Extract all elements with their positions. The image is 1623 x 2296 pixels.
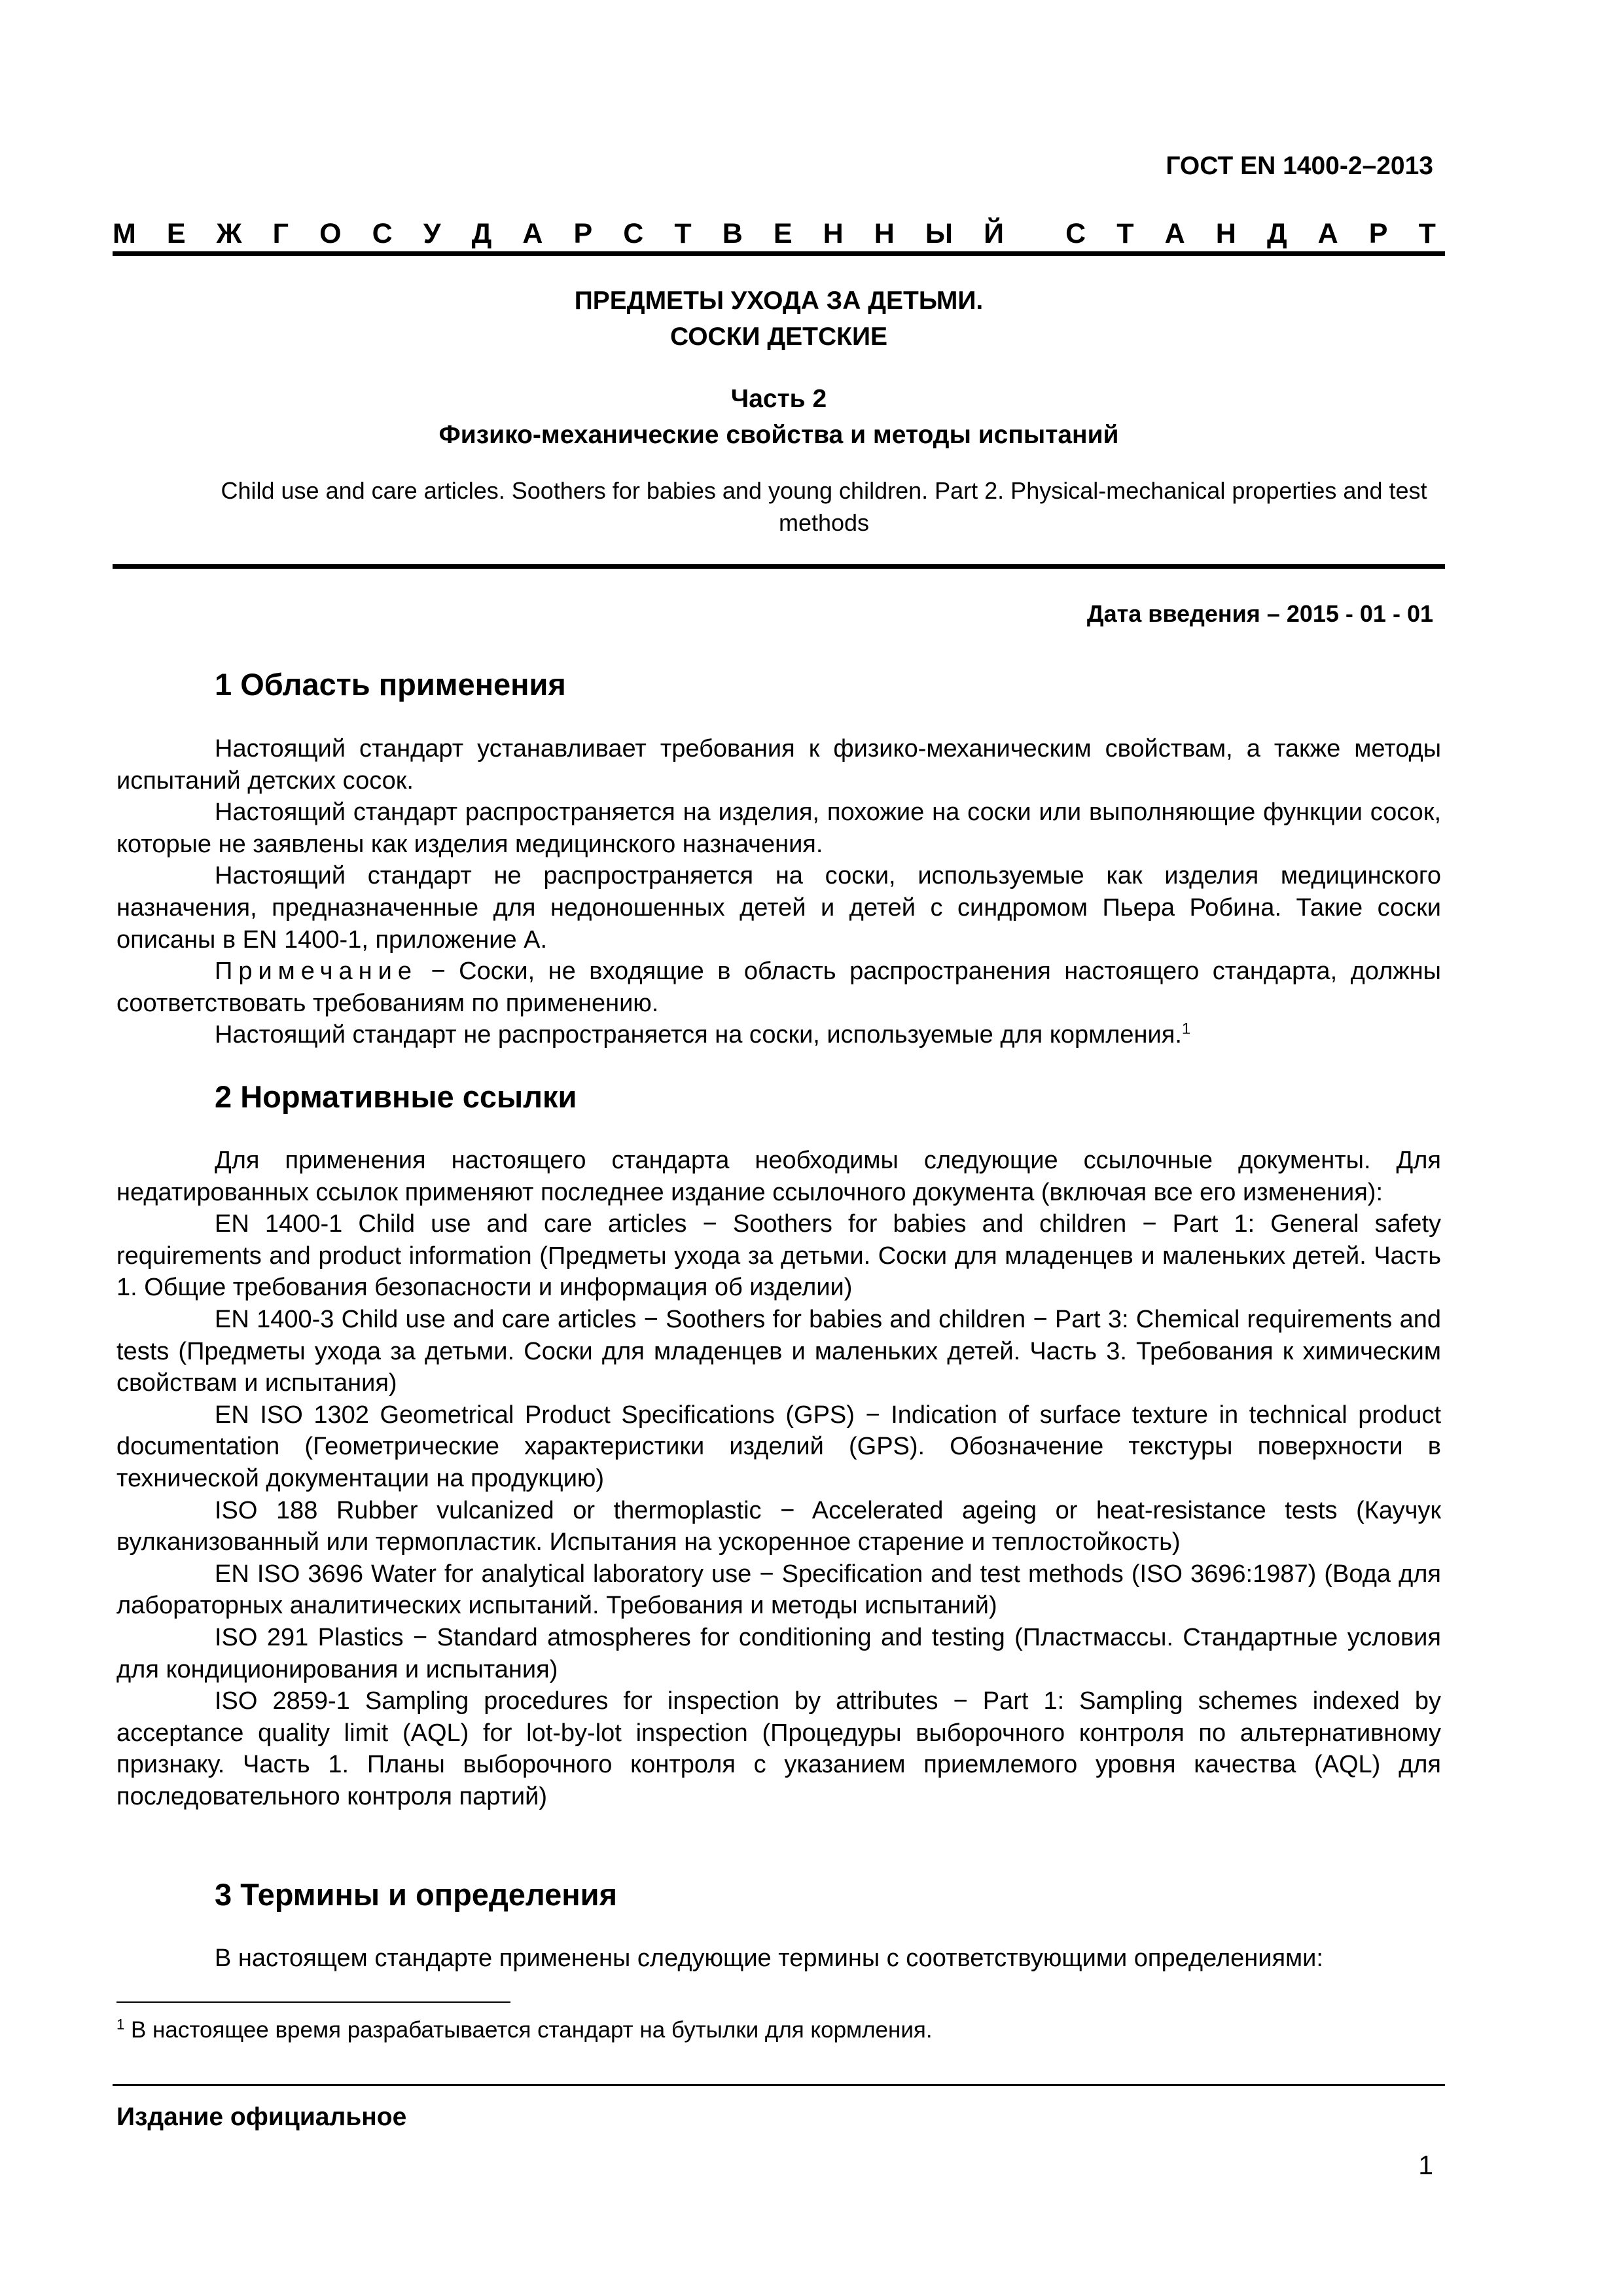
title-line-2: СОСКИ ДЕТСКИЕ xyxy=(670,323,887,351)
banner-letter: С xyxy=(1065,218,1086,249)
banner-letter: Н xyxy=(874,218,895,249)
header-rule xyxy=(113,251,1445,256)
title-line-1: ПРЕДМЕТЫ УХОДА ЗА ДЕТЬМИ. xyxy=(574,287,984,315)
banner-letter: С xyxy=(623,218,644,249)
reference-item: ISO 291 Plastics − Standard atmospheres for conditioning and testing (Пластмассы. Стандартные условия для кондиционирования и испытания) xyxy=(116,1623,1441,1683)
english-title: Child use and care articles. Soothers for babies and young children. Part 2. Physical-mechanical properties and test methods xyxy=(221,477,1427,536)
banner-letter: Ы xyxy=(925,218,954,249)
banner-letter: М xyxy=(113,218,136,249)
section-3-body xyxy=(116,1943,1441,1975)
section-1-body xyxy=(116,733,1441,1051)
section-2-body xyxy=(116,1145,1441,1812)
title-rule xyxy=(113,564,1445,569)
section-1-paragraph: Настоящий стандарт распространяется на изделия, похожие на соски или выполняющие функции сосок, которые не заявлены как изделия медицинского назначения. xyxy=(116,798,1441,858)
banner-letter: В xyxy=(722,218,743,249)
reference-item: EN ISO 3696 Water for analytical laboratory use − Specification and test methods (ISO 3696:1987) (Вода для лабораторных аналитических испытаний. Требования и методы испытаний) xyxy=(116,1560,1441,1620)
banner-letter: Т xyxy=(674,218,692,249)
reference-item: ISO 188 Rubber vulcanized or thermoplastic − Accelerated ageing or heat-resistance tests (Каучук вулканизованный или термопластик. Испытания на ускоренное старение и теплостойкость) xyxy=(116,1496,1441,1556)
section-1-paragraph xyxy=(116,1019,1441,1051)
section-1-paragraph: Настоящий стандарт не распространяется на соски, используемые как изделия медицинского назначения, предназначенные для недоношенных детей и детей с синдромом Пьера Робина. Такие соски описаны в EN 1400-1, приложение A. xyxy=(116,862,1441,954)
banner-letter: А xyxy=(522,218,543,249)
section-1-note xyxy=(116,956,1441,1019)
banner-letter: Д xyxy=(471,218,492,249)
banner-letter: Й xyxy=(984,218,1004,249)
section-2-heading: 2 Нормативные ссылки xyxy=(215,1079,577,1114)
banner-letter: Р xyxy=(573,218,593,249)
footnote-reference[interactable]: 1 xyxy=(1181,1020,1191,1038)
banner-letter: Е xyxy=(166,218,186,249)
reference-item: ISO 2859-1 Sampling procedures for inspection by attributes − Part 1: Sampling schemes indexed by acceptance quality limit (AQL) for lot-by-lot inspection (Процедуры выборочного контроля по альтернативному признаку. Часть 1. Планы выборочного контроля с указанием приемлемого уровня качества (AQL) для последовательного контроля партий) xyxy=(116,1687,1441,1810)
section-3-paragraph: В настоящем стандарте применены следующие термины с соответствующими определениями: xyxy=(215,1945,1323,1972)
banner-letter: Т xyxy=(1418,218,1436,249)
footnote-text: В настоящее время разрабатывается стандарт на бутылки для кормления. xyxy=(124,2017,933,2043)
banner-letter: А xyxy=(1164,218,1185,249)
banner-letter: А xyxy=(1317,218,1338,249)
paragraph-text: Настоящий стандарт не распространяется на соски, используемые для кормления. xyxy=(215,1021,1182,1049)
document-code: ГОСТ EN 1400-2–2013 xyxy=(1166,152,1433,180)
section-3-heading: 3 Термины и определения xyxy=(215,1877,617,1912)
note-label: Примечание xyxy=(215,958,418,986)
banner-letter: Т xyxy=(1116,218,1134,249)
section-1-heading: 1 Область применения xyxy=(215,667,566,702)
banner-letter: С xyxy=(372,218,393,249)
banner-letter: Г xyxy=(272,218,289,249)
section-2-intro: Для применения настоящего стандарта необходимы следующие ссылочные документы. Для недатированных ссылок применяют последнее издание ссылочного документа (включая все его изменения): xyxy=(116,1147,1441,1206)
reference-item: EN ISO 1302 Geometrical Product Specifications (GPS) − Indication of surface texture in technical product documentation (Геометрические характеристики изделий (GPS). Обозначение текстуры поверхности в технической документации на продукцию) xyxy=(116,1401,1441,1492)
official-edition-label: Издание официальное xyxy=(116,2103,407,2131)
interstate-standard-banner xyxy=(113,218,1436,250)
part-label: Часть 2 xyxy=(730,385,827,413)
footnote xyxy=(116,2017,933,2043)
section-1-paragraph: Настоящий стандарт устанавливает требования к физико-механическим свойствам, а также методы испытаний детских сосок. xyxy=(116,735,1441,795)
introduction-date: Дата введения – 2015 - 01 - 01 xyxy=(1086,600,1433,627)
footnote-mark: 1 xyxy=(116,2016,125,2033)
part-subtitle: Физико-механические свойства и методы испытаний xyxy=(438,421,1119,449)
banner-letter: О xyxy=(319,218,342,249)
banner-letter: У xyxy=(423,218,441,249)
note-text: − Соски, не входящие в область распространения настоящего стандарта, должны соответствовать требованиям по применению. xyxy=(116,958,1441,1017)
banner-letter: Р xyxy=(1368,218,1388,249)
reference-item: EN 1400-1 Child use and care articles − Soothers for babies and children − Part 1: General safety requirements and product information (Предметы ухода за детьми. Соски для младенцев и маленьких детей. Часть 1. Общие требования безопасности и информация об изделии) xyxy=(116,1210,1441,1302)
page-number: 1 xyxy=(1418,2150,1433,2180)
footer-rule xyxy=(113,2084,1445,2086)
reference-item: EN 1400-3 Child use and care articles − Soothers for babies and children − Part 3: Chemical requirements and tests (Предметы ухода за детьми. Соски для младенцев и маленьких детей. Часть 3. Требования к химическим свойствам и испытания) xyxy=(116,1305,1441,1397)
banner-letter: Е xyxy=(773,218,793,249)
banner-letter: Н xyxy=(823,218,844,249)
banner-letter: Д xyxy=(1266,218,1287,249)
banner-letter: Ж xyxy=(216,218,242,249)
banner-letter: Н xyxy=(1215,218,1236,249)
footnote-separator xyxy=(116,2001,510,2003)
